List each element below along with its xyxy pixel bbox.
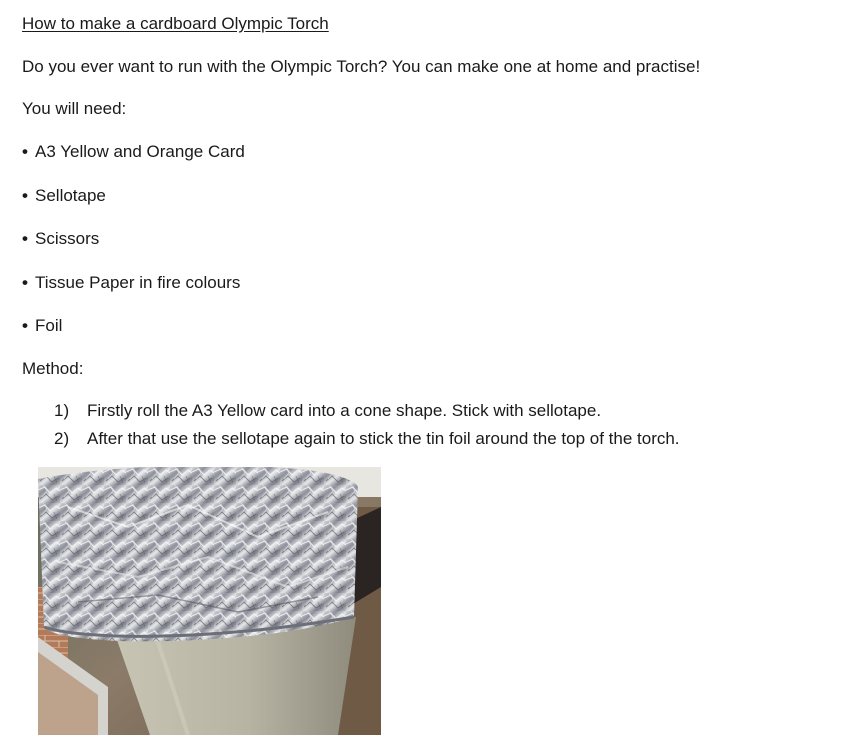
material-label: Tissue Paper in fire colours — [35, 272, 241, 292]
method-steps — [54, 399, 680, 455]
step-text: Firstly roll the A3 Yellow card into a cone shape. Stick with sellotape. — [87, 401, 602, 420]
step-item — [54, 399, 680, 423]
bullet-icon: • — [22, 272, 28, 292]
intro-paragraph: Do you ever want to run with the Olympic Torch? You can make one at home and practise! — [22, 57, 701, 76]
foil-torch-image — [38, 467, 381, 735]
list-item — [22, 184, 245, 208]
list-item — [22, 227, 245, 251]
step-number: 2) — [54, 429, 70, 448]
bullet-icon: • — [22, 142, 28, 161]
step-text: After that use the sellotape again to stick the tin foil around the top of the torch. — [87, 429, 680, 448]
material-label: Sellotape — [35, 185, 106, 205]
document-title: How to make a cardboard Olympic Torch — [22, 14, 329, 33]
step-item — [54, 427, 680, 451]
step-number: 1) — [54, 401, 70, 420]
materials-list — [22, 140, 245, 358]
bullet-icon: • — [22, 316, 28, 335]
method-heading: Method: — [22, 359, 84, 378]
document — [22, 12, 832, 448]
material-label: Scissors — [35, 229, 100, 248]
materials-heading: You will need: — [22, 99, 127, 118]
list-item — [22, 271, 245, 295]
material-label: A3 Yellow and Orange Card — [35, 142, 245, 161]
list-item — [22, 314, 245, 338]
material-label: Foil — [35, 316, 63, 335]
bullet-icon: • — [22, 229, 28, 248]
bullet-icon: • — [22, 185, 28, 205]
list-item — [22, 140, 245, 164]
torch-photo — [38, 467, 381, 735]
